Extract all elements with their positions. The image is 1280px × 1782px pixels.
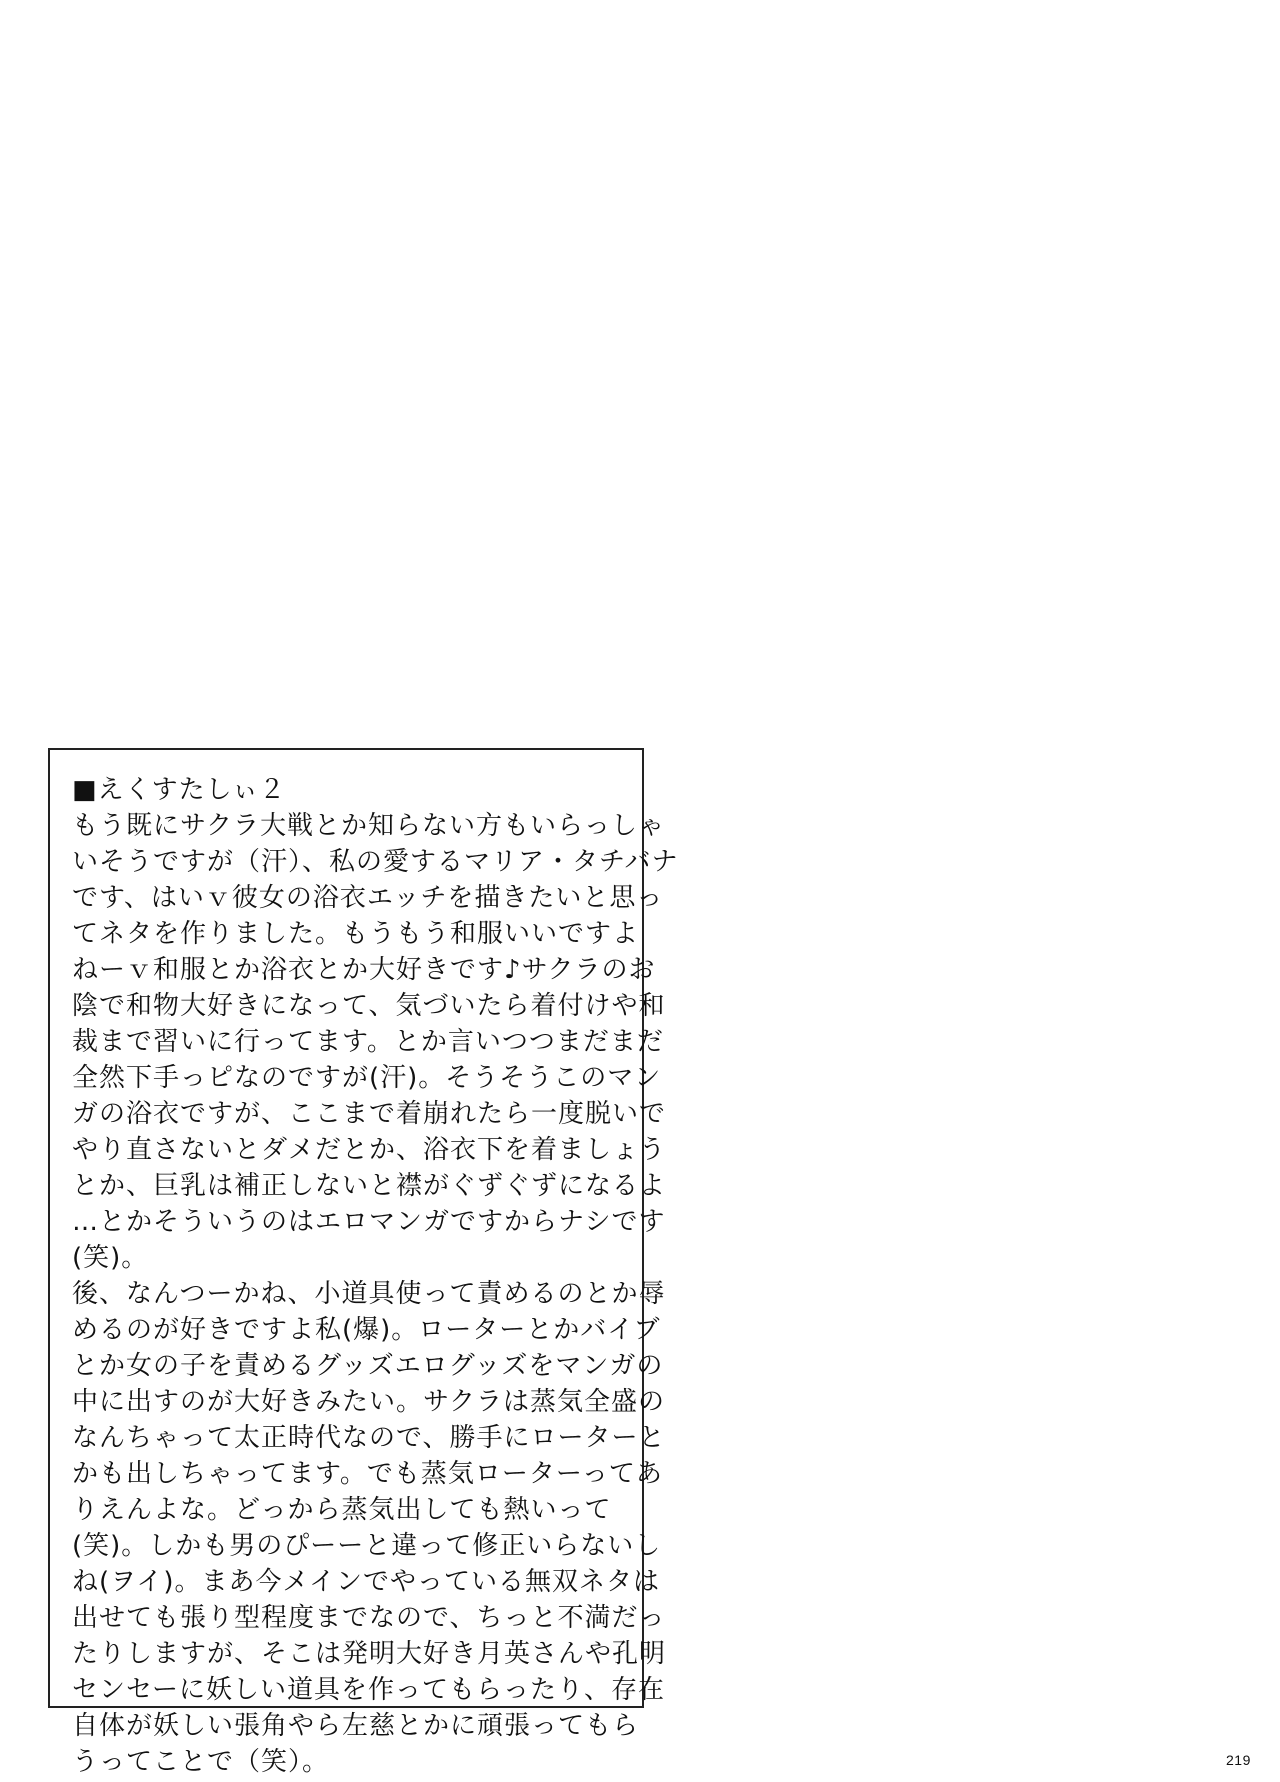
text-line: とか、巨乳は補正しないと襟がぐずぐずになるよ (72, 1171, 667, 1201)
text-line: センセーに妖しい道具を作ってもらったり、存在 (72, 1675, 665, 1705)
text-line: もう既にサクラ大戦とか知らない方もいらっしゃ (72, 811, 665, 841)
text-line: …とかそういうのはエロマンガですからナシです (72, 1207, 666, 1237)
text-line: かも出しちゃってます。でも蒸気ローターってあ (72, 1459, 663, 1489)
text-line: めるのが好きですよ私(爆)。ローターとかバイブ (72, 1315, 661, 1345)
text-line: です、はいｖ彼女の浴衣エッチを描きたいと思っ (72, 883, 664, 913)
text-line: 出せても張り型程度までなので、ちっと不満だっ (72, 1603, 666, 1633)
text-line: ねーｖ和服とか浴衣とか大好きです♪サクラのお (72, 955, 656, 985)
page-number: 219 (1226, 1752, 1251, 1768)
text-line: うってことで（笑）。 (72, 1747, 330, 1777)
text-line: やり直さないとダメだとか、浴衣下を着ましょう (72, 1135, 667, 1165)
text-line: とか女の子を責めるグッズエログッズをマンガの (72, 1351, 664, 1381)
afterword-text-box (48, 748, 679, 1777)
text-line: (笑)。しかも男のぴーーと違って修正いらないし (72, 1531, 662, 1561)
section-title: ■えくすたしぃ２ (72, 775, 287, 805)
text-line: 中に出すのが大好きみたい。サクラは蒸気全盛の (72, 1387, 665, 1417)
text-line: 全然下手っピなのですが(汗)。そうそうこのマン (72, 1063, 662, 1093)
text-line: 陰で和物大好きになって、気づいたら着付けや和 (72, 991, 666, 1021)
text-line: たりしますが、そこは発明大好き月英さんや孔明 (72, 1639, 667, 1669)
text-line: いそうですが（汗）、私の愛するマリア・タチバナ (72, 847, 679, 877)
text-line: 自体が妖しい張角やら左慈とかに頑張ってもら (72, 1711, 640, 1741)
text-line: ね(ヲイ)。まあ今メインでやっている無双ネタは (72, 1567, 660, 1597)
text-line: (笑)。 (72, 1243, 149, 1273)
text-line: 後、なんつーかね、小道具使って責めるのとか辱 (72, 1279, 666, 1309)
text-line: てネタを作りました。もうもう和服いいですよ (72, 919, 640, 949)
text-line: りえんよな。どっから蒸気出しても熱いって (72, 1495, 612, 1525)
text-line: ガの浴衣ですが、ここまで着崩れたら一度脱いで (72, 1099, 667, 1129)
text-line: なんちゃって太正時代なので、勝手にローターと (72, 1423, 666, 1453)
text-line: 裁まで習いに行ってます。とか言いつつまだまだ (72, 1027, 664, 1057)
